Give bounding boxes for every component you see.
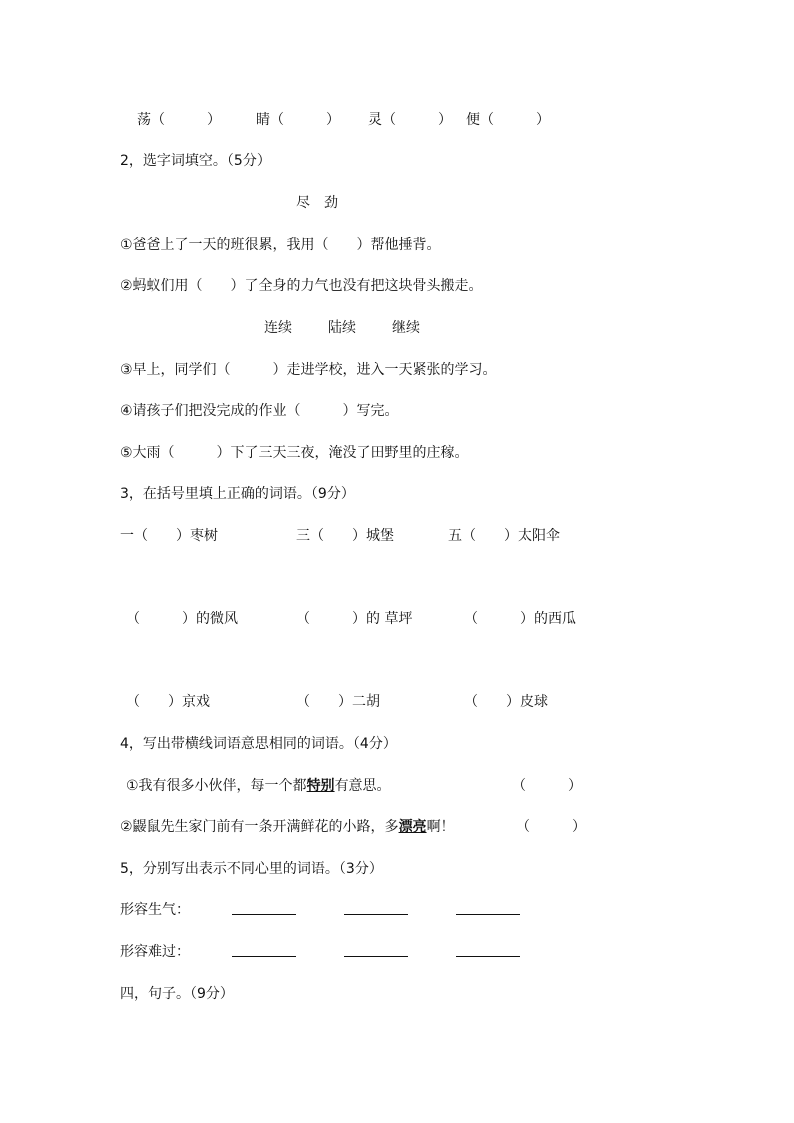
q4-s1-underlined-word: 特别 [306,778,335,794]
q3-row1-item-2: 三（ ）城堡 [296,528,394,544]
q5-title: 5，分别写出表示不同心里的词语。（3分） [120,861,383,877]
q4-sentence-1 [126,776,391,796]
q5-angry-blank-2 [344,900,408,921]
q3-row3-item-3: （ ）皮球 [464,694,548,710]
row1-item-1: 荡（ ） [137,112,221,128]
q4-s2-pre: ②鼹鼠先生家门前有一条开满鲜花的小路，多 [120,819,399,835]
q2-words-a: 尽 劲 [296,195,338,211]
q3-row1-item-3: 五（ ）太阳伞 [448,528,560,544]
q5-angry-label: 形容生气： [120,902,190,918]
q5-angry-blank-3 [456,900,520,921]
q3-row2-item-2: （ ）的 草坪 [296,611,413,627]
q3-row3-item-1: （ ）京戏 [126,694,210,710]
q2-sentence-5: ⑤大雨（ ）下了三天三夜，淹没了田野里的庄稼。 [120,445,469,461]
q2-word-b-2: 陆续 [328,320,356,336]
q2-word-b-1: 连续 [264,320,292,336]
q4-s1-answer-blank: （ ） [512,778,582,794]
q5-sad-blank-1 [232,942,296,963]
q3-row1-item-1: 一（ ）枣树 [120,528,218,544]
q5-sad-blank-2 [344,942,408,963]
q2-word-b-3: 继续 [392,320,420,336]
row1-item-3: 灵（ ） [368,112,452,128]
q4-sentence-2 [120,817,455,837]
q3-row2-item-3: （ ）的西瓜 [464,611,576,627]
q4-s2-underlined-word: 漂亮 [398,819,427,835]
q4-title: 4，写出带横线词语意思相同的词语。（4分） [120,736,397,752]
row1-item-4: 便（ ） [466,112,550,128]
q2-title: 2，选字词填空。（5分） [120,153,271,169]
row1-item-2: 睛（ ） [256,112,340,128]
q3-title: 3，在括号里填上正确的词语。（9分） [120,486,355,502]
q4-s2-post: 啊！ [426,819,455,835]
q4-s1-post: 有意思。 [334,778,391,794]
q2-sentence-4: ④请孩子们把没完成的作业（ ）写完。 [120,403,399,419]
q5-sad-label: 形容难过： [120,944,190,960]
q5-sad-blank-3 [456,942,520,963]
q3-row3-item-2: （ ）二胡 [296,694,380,710]
q5-angry-blank-1 [232,900,296,921]
q2-sentence-1: ①爸爸上了一天的班很累，我用（ ）帮他捶背。 [120,237,441,253]
q4-s1-pre: ①我有很多小伙伴，每一个都 [126,778,307,794]
q3-row2-item-1: （ ）的微风 [126,611,238,627]
q2-sentence-3: ③早上，同学们（ ）走进学校，进入一天紧张的学习。 [120,362,497,378]
q4-s2-answer-blank: （ ） [516,819,586,835]
section-four-title: 四，句子。（9分） [120,986,234,1002]
q2-sentence-2: ②蚂蚁们用（ ）了全身的力气也没有把这块骨头搬走。 [120,278,483,294]
